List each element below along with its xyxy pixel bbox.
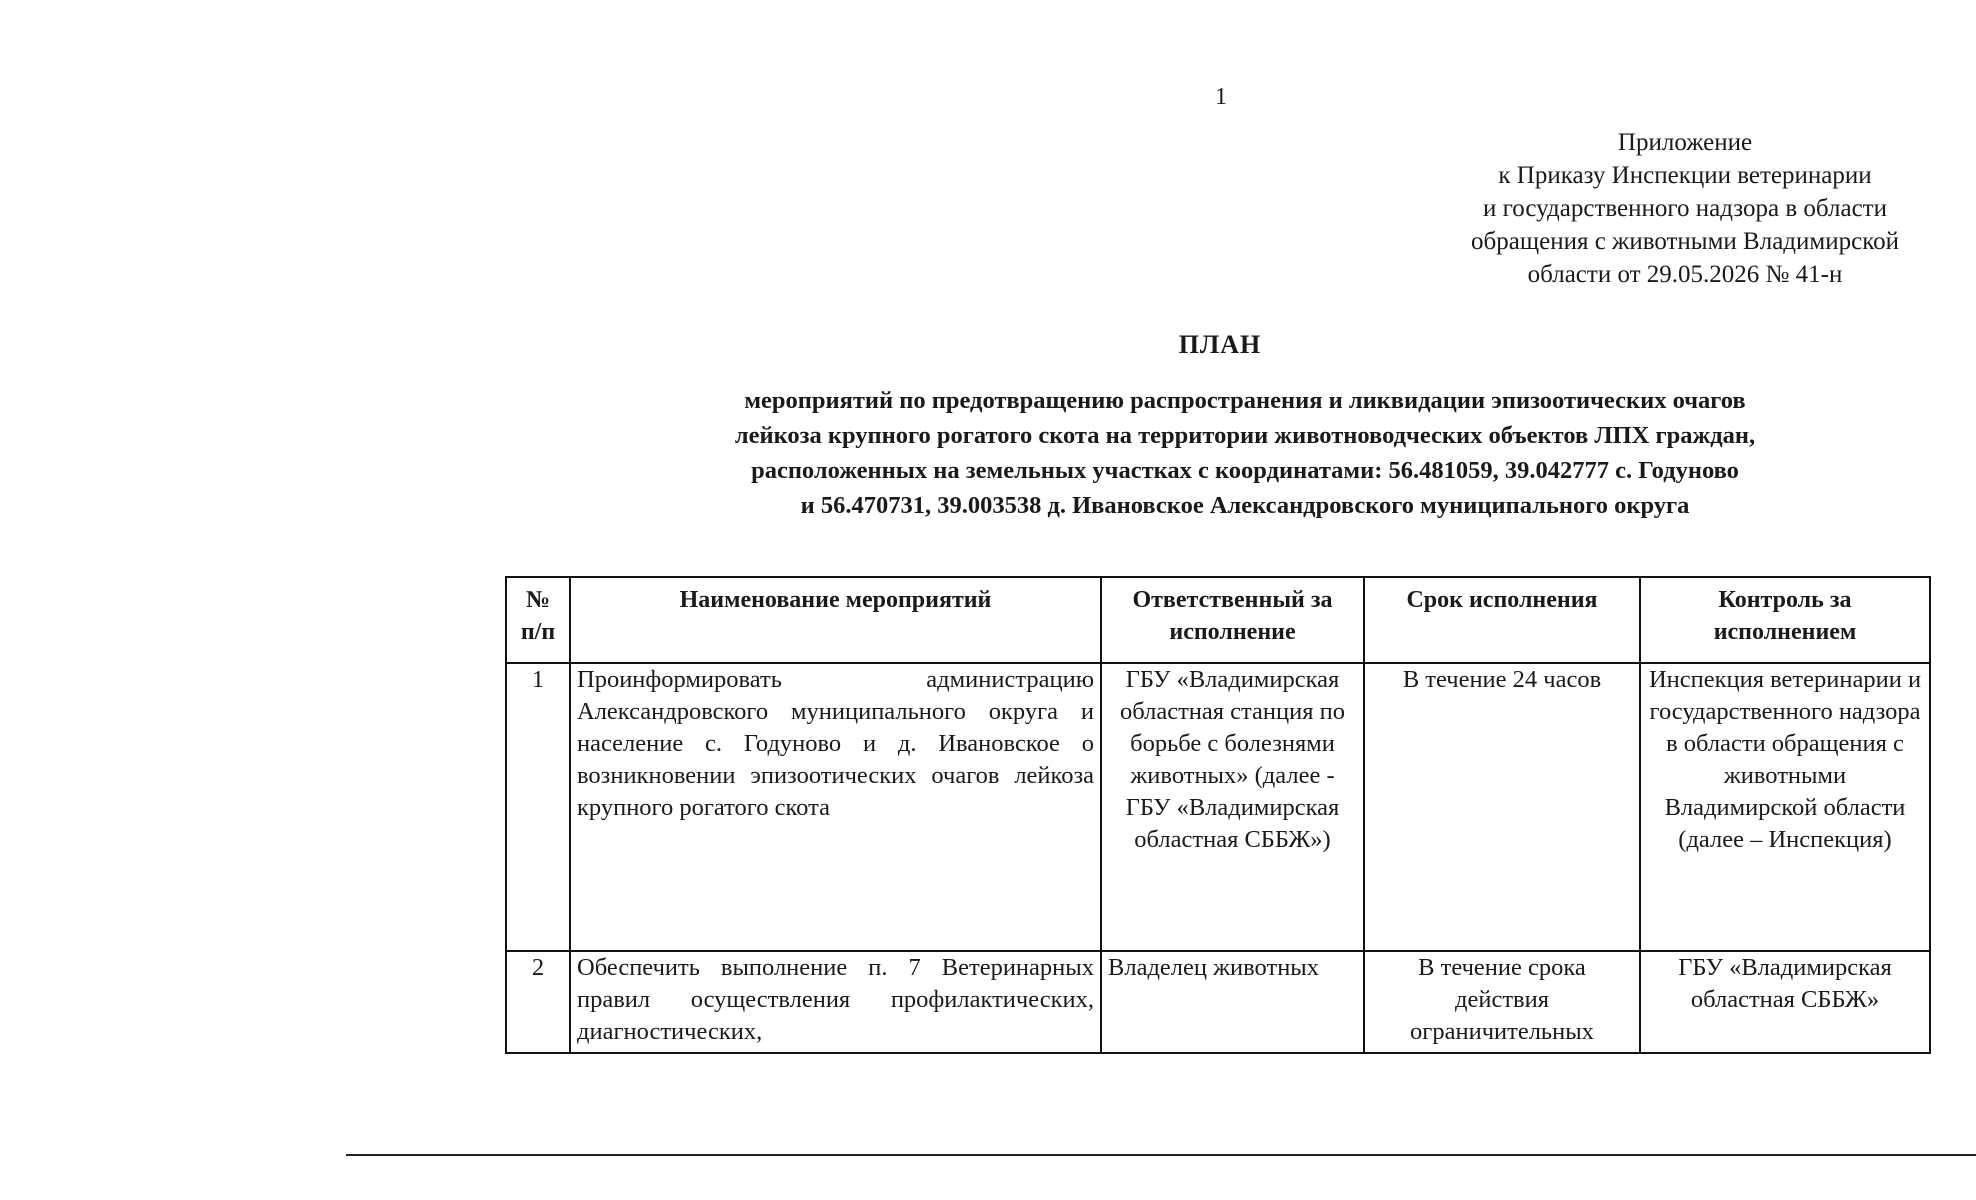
appendix-line: области от 29.05.2026 № 41-н (1527, 261, 1843, 288)
table-header-row (506, 577, 1930, 663)
header-name: Наименование мероприятий (570, 577, 1101, 663)
cell-control: Инспекция ветеринарии и государственного надзора в области обращения с животными Владимирской области (далее – Инспекция) (1640, 663, 1930, 951)
cell-num: 2 (506, 951, 570, 1053)
cell-name: Обеспечить выполнение п. 7 Ветеринарных правил осуществления профилактических, диагностических, (570, 951, 1101, 1053)
appendix-line: обращения с животными Владимирской (1471, 228, 1899, 255)
cell-deadline: В течение срока действия ограничительных (1364, 951, 1640, 1053)
plan-table (505, 576, 1931, 1054)
header-deadline: Срок исполнения (1364, 577, 1640, 663)
appendix-line: Приложение (1617, 129, 1753, 156)
cell-num: 1 (506, 663, 570, 951)
appendix-line: и государственного надзора в области (1482, 195, 1887, 222)
page-number: 1 (1215, 84, 1227, 110)
document-subtitle (640, 383, 1850, 523)
subtitle-line: и 56.470731, 39.003538 д. Ивановское Александровского муниципального округа (800, 492, 1690, 519)
header-control: Контроль за исполнением (1640, 577, 1930, 663)
subtitle-line: мероприятий по предотвращению распространения и ликвидации эпизоотических очагов (744, 387, 1746, 414)
appendix-header (1440, 126, 1930, 291)
table-row (506, 663, 1930, 951)
appendix-line: к Приказу Инспекции ветеринарии (1498, 162, 1872, 189)
cell-responsible: ГБУ «Владимирская областная станция по борьбе с болезнями животных» (далее - ГБУ «Владимирская областная СББЖ») (1101, 663, 1364, 951)
cell-control: ГБУ «Владимирская областная СББЖ» (1640, 951, 1930, 1053)
header-num: № п/п (506, 577, 570, 663)
header-responsible: Ответственный за исполнение (1101, 577, 1364, 663)
table-row (506, 951, 1930, 1053)
page-bottom-rule (346, 1154, 1976, 1156)
subtitle-line: расположенных на земельных участках с координатами: 56.481059, 39.042777 с. Годуново (751, 457, 1739, 484)
cell-name: Проинформировать администрацию Александровского муниципального округа и население с. Годуново и д. Ивановское о возникновении эпизоотических очагов лейкоза крупного рогатого скота (570, 663, 1101, 951)
cell-deadline: В течение 24 часов (1364, 663, 1640, 951)
subtitle-line: лейкоза крупного рогатого скота на территории животноводческих объектов ЛПХ граждан, (734, 422, 1756, 449)
cell-responsible: Владелец животных (1101, 951, 1364, 1053)
document-title: ПЛАН (1178, 330, 1262, 359)
